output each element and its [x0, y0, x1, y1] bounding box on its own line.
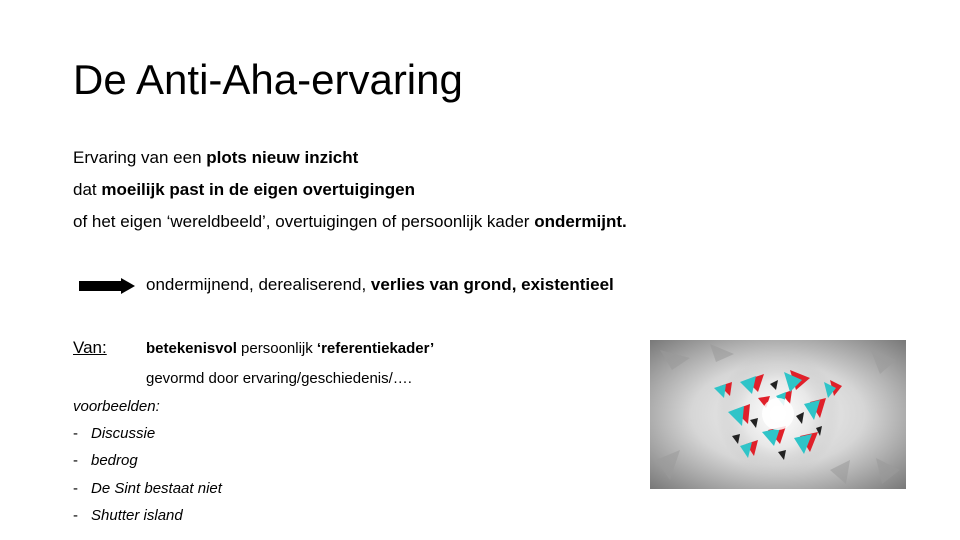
consequence-text: ondermijnend, derealiserend, — [146, 275, 371, 294]
van-line-1-text: persoonlijk — [236, 340, 317, 357]
definition-line-2-text: dat — [73, 180, 102, 199]
list-item — [73, 425, 222, 452]
definition-line-1-emphasis: plots nieuw inzicht — [206, 148, 359, 167]
slide-title: De Anti-Aha-ervaring — [73, 56, 463, 103]
consequence-emphasis: verlies van grond, existentieel — [370, 275, 614, 294]
exploding-sphere-image — [650, 340, 906, 489]
list-item — [73, 480, 222, 507]
van-line-2: gevormd door ervaring/geschiedenis/…. — [146, 370, 412, 387]
van-line-1 — [146, 340, 434, 357]
example-text: De Sint bestaat niet — [91, 479, 222, 497]
definition-line-2-emphasis: moeilijk past in de eigen overtuigingen — [101, 180, 415, 199]
exploding-sphere-icon — [650, 340, 906, 489]
consequence-line — [146, 275, 614, 295]
examples-heading: voorbeelden: — [73, 398, 160, 415]
example-text: bedrog — [91, 452, 138, 470]
right-arrow-icon — [79, 278, 135, 294]
example-text: Shutter island — [91, 506, 183, 524]
definition-line-1-text: Ervaring van een — [73, 148, 207, 167]
van-label: Van: — [73, 338, 107, 357]
list-item — [73, 507, 222, 534]
bullet-dash: - — [73, 425, 78, 442]
bullet-dash: - — [73, 479, 78, 497]
examples-list — [73, 425, 222, 534]
example-text: Discussie — [91, 425, 156, 442]
definition-line-2 — [73, 180, 415, 200]
bullet-dash: - — [73, 452, 78, 470]
definition-line-3-text: of het eigen ‘wereldbeeld’, overtuigingen of persoonlijk kader — [73, 212, 535, 231]
definition-line-1 — [73, 148, 358, 168]
bullet-dash: - — [73, 506, 78, 524]
van-emphasis-b: ‘referentiekader’ — [316, 340, 435, 357]
list-item — [73, 452, 222, 479]
definition-line-3 — [73, 212, 627, 232]
definition-line-3-emphasis: ondermijnt. — [534, 212, 627, 231]
van-emphasis-a: betekenisvol — [146, 340, 237, 357]
